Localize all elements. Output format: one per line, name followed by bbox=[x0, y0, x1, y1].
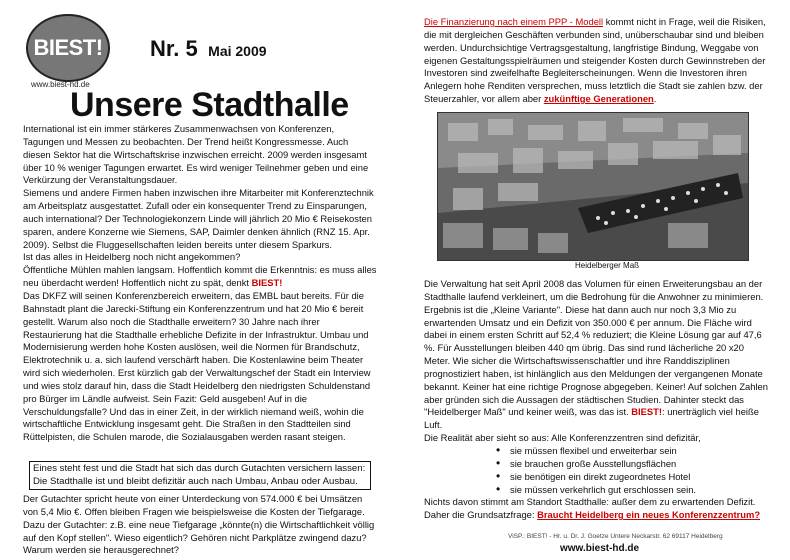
paragraph-text: : unerträglich viel heiße Luft. bbox=[424, 406, 759, 431]
biest-sign: BIEST! bbox=[631, 406, 663, 418]
imprint: ViSP.: BIEST! - Hr. u. Dr. J. Goetze Untere Neckarstr. 62 69117 Heidelberg bbox=[508, 533, 723, 540]
aerial-photo-image bbox=[438, 113, 748, 260]
list-item: • sie müssen verkehrlich gut erschlossen sein. bbox=[496, 484, 770, 497]
paragraph: Der Gutachter spricht heute von einer Unterdeckung von 574.000 € bei Umsätzen von 5,4 Mio €. Offen bleiben Fragen wie beispielsweise die Kosten der Tiefgarage. Dazu der Gutachter: z.B. eine neue Tiefgarage „könnte(n) die Wirtschaftlichkeit völlig auf den Kopf stellen". Wieso eigentlich? Gehören nicht Parkplätze zwingend dazu? Warum werden sie herausgerechnet? bbox=[23, 493, 375, 556]
right-column-intro bbox=[424, 16, 767, 106]
biest-sign: BIEST! bbox=[251, 277, 283, 289]
highlight-box bbox=[29, 461, 371, 490]
reality-intro: Die Realität aber sieht so aus: Alle Konferenzzentren sind defizitär, bbox=[424, 432, 701, 444]
closing-link[interactable]: Braucht Heidelberg ein neues Konferenzzentrum? bbox=[537, 509, 761, 521]
closing-prefix: Daher die Grundsatzfrage: bbox=[424, 509, 538, 521]
left-column-text bbox=[23, 123, 377, 444]
paragraph: Siemens und andere Firmen haben inzwischen ihre Mitarbeiter mit Konferenztechnik am Arbeitsplatz ausgestattet. Zufall oder ein konsequenter Trend zu Einsparungen, auch international? Der Technologiekonzern Linde will jährlich 20 Mio € Reisekosten sparen, andere Konzerne wie Siemens, SAP, Daimler denken ähnlich (RNZ 15. Apr. 2009). Selbst die Fluggesellschaften leiden bereits unter diesem Sparkurs. bbox=[23, 187, 374, 250]
highlight-line-1: Eines steht fest und die Stadt hat sich das durch Gutachten versichern lassen: bbox=[33, 463, 366, 474]
issue-info bbox=[150, 36, 267, 62]
issue-date: Mai 2009 bbox=[208, 43, 267, 59]
photo-caption: Heidelberger Maß bbox=[575, 261, 640, 270]
paragraph: International ist ein immer stärkeres Zusammenwachsen von Konferenzen, Tagungen und Messen zu beobachten. Der Trend heißt Kongressmesse. Auch diesen Sektor hat die Wirtschaftskrise inzwischen erreicht. 2009 werden insgesamt über 10 % weniger Tagungen erwartet. Es wird weniger Teilnehmer geben und eine Verkürzung der Veranstaltungsdauer. bbox=[23, 123, 369, 186]
article-title: Unsere Stadthalle bbox=[70, 86, 349, 124]
right-column-text bbox=[424, 278, 770, 522]
paragraph: Das DKFZ will seinen Konferenzbereich erweitern, das EMBL baut bereits. Für die Bahnstadt plant die Jarecki-Stiftung ein Konferenzzentrum und hat 20 Mio € bereit gestellt. Warum also noch die Stadthalle erweitern? 30 Jahre nach ihrer Restaurierung hat die Stadthalle erhebliche Defizite in der Infrastruktur. Umbau und Modernisierung werden hohe Kosten auslösen, weil die Normen für Brandschutz, Elektrotechnik u. a. sich laufend verschärft haben. Die Kostenlawine beim Theater wird sich wiederholen. Erst kürzlich gab der Verwaltungschef der Stadt ein Interview und wies stolz darauf hin, dass die Stadt Heidelberg den niedrigsten Schuldenstand pro Bürger im Ländle aufweist. Sein Fazit: Geld ausgeben! Auf in die Verschuldungsfalle? Und das in einer Zeit, in der wirklich niemand weiß, wohin die wirtschaftliche Entwicklung insgesamt geht. Die Straßen in den Stadtteilen sind Rüttelpisten, die Schulen marode, die Sozialausgaben werden rasant steigen. bbox=[23, 289, 371, 443]
list-item: • sie müssen flexibel und erweiterbar sein bbox=[496, 445, 770, 458]
biest-logo bbox=[26, 14, 110, 82]
logo-text: BIEST! bbox=[33, 35, 103, 60]
generations-link[interactable]: zukünftige Generationen bbox=[543, 93, 654, 105]
ppp-paragraph: Die Finanzierung nach einem PPP - Modell kommt nicht in Frage, weil die Risiken, die mit dergleichen Geschäften verbunden sind, unüberschaubar sind und bleiben werden. Undurchsichtige Vertragsgestaltung, langfristige Bindung, Weggabe von eigenen Gestaltungsspielräumen und steigender Kosten durch Gewinnstreben der Investoren sind zweifelhafte Begleiterscheinungen. Wenn die Investoren ihren Anlegern hohe Renditen versprechen, muss letztlich die Stadt sie zahlen bzw. der Steuerzahler, vor allem aber zukünftige Generationen. bbox=[424, 16, 766, 105]
list-item: • sie benötigen ein direkt zugeordnetes Hotel bbox=[496, 471, 770, 484]
paragraph bbox=[23, 264, 377, 290]
closing-2 bbox=[424, 509, 770, 522]
paragraph: Ist das alles in Heidelberg noch nicht angekommen? bbox=[23, 251, 241, 263]
paragraph-text: Öffentliche Mühlen mahlen langsam. Hoffentlich kommt die Erkenntnis: es muss alles neu überdacht werden! Hoffentlich nicht zu spät, denkt bbox=[23, 264, 377, 289]
logo-url: www.biest-hd.de bbox=[31, 80, 90, 89]
paragraph bbox=[424, 278, 770, 432]
after-box-text bbox=[23, 493, 377, 557]
bullet-list bbox=[424, 445, 770, 496]
ppp-text: kommt nicht in Frage, weil die Risiken, die mit dergleichen Geschäften verbunden sind, unüberschaubar sind und bleiben werden. Undurchsichtige Vertragsgestaltung, langfristige Bindung, Weggabe von eigenen Gestaltungsspielräumen und steigender Kosten durch Gewinnstreben der Investoren sind zweifelhafte Begleiterscheinungen. Wenn die Investoren ihren Anlegern hohe Renditen versprechen, muss letztlich die Stadt sie zahlen bzw. der Steuerzahler, vor allem aber bbox=[424, 16, 766, 105]
ppp-link[interactable]: Die Finanzierung nach einem PPP - Modell bbox=[424, 16, 604, 27]
footer-url[interactable]: www.biest-hd.de bbox=[560, 543, 640, 554]
closing-1: Nichts davon stimmt am Standort Stadthalle: außer dem zu erwartenden Defizit. bbox=[424, 496, 756, 508]
highlight-line-2: Die Stadthalle ist und bleibt defizitär auch nach Umbau, Anbau oder Ausbau. bbox=[33, 475, 358, 487]
aerial-photo bbox=[437, 112, 749, 261]
list-item: • sie brauchen große Ausstellungsflächen bbox=[496, 458, 770, 471]
issue-number: Nr. 5 bbox=[150, 36, 198, 61]
paragraph-text: Die Verwaltung hat seit April 2008 das Volumen für einen Erweiterungsbau an der Stadthalle laufend verkleinert, um die Bedrohung für die Anwohner zu minimieren. Ergebnis ist die „Kleine Variante". Diese hat dann auch nur noch 3,3 Mio zu erwartenden Umsatz und ein Defizit von 350.000 € per annum. Die Fläche wird dabei in einem ersten Schritt auf 52,4 % reduziert; die Kleine Lösung gar auf 47,6 %. Für Ausstellungen bleiben 440 qm übrig. Das sind rund lächerliche 20 x20 Meter. Wie sicher die Wirtschaftswissenschaftler und ihre Randdisziplinen prognostiziert haben, ist hinlänglich aus den Meldungen der vergangenen Monate bekannt. Keiner hat eine richtige Prognose abgegeben. Keiner! Auf solchen Zahlen aber gründen sich die Aussagen der städtischen Studien. Dahinter steckt das "Heidelberger Maß" und keiner weiß, was das ist. bbox=[424, 278, 768, 418]
